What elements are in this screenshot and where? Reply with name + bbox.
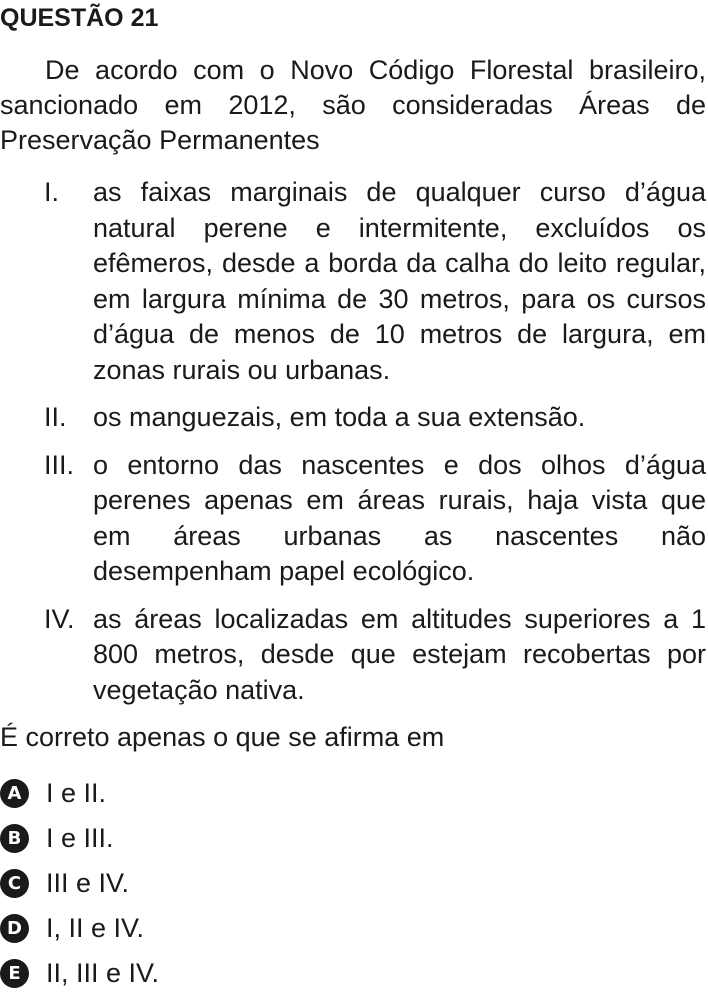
option-a[interactable] [0,771,159,816]
statement-text: os manguezais, em toda a sua extensão. [93,402,586,432]
answer-options [0,771,159,996]
option-letter-badge: B [0,824,29,853]
option-letter-badge: C [0,869,29,898]
option-text: I, II e IV. [46,913,145,943]
option-b[interactable] [0,816,159,861]
statement-label: IV. [44,603,75,634]
question-prompt: É correto apenas o que se afirma em [0,722,445,752]
statement-text: o entorno das nascentes e dos olhos d’água perenes apenas em áreas rurais, haja vista que em áreas urbanas as nascentes não desempenham papel ecológico. [93,449,706,586]
option-text: II, III e IV. [46,958,160,988]
statement-item-iii [0,448,706,590]
statement-item-i [0,175,706,388]
statement-label: II. [44,402,67,432]
option-e[interactable] [0,951,159,996]
option-text: I e II. [46,778,107,808]
statement-text: as faixas marginais de qualquer curso d’água natural perene e intermitente, excluídos os efêmeros, desde a borda da calha do leito regular, em largura mínima de 30 metros, para os cursos d’água de menos de 10 metros de largura, em zonas rurais ou urbanas. [93,177,706,385]
option-letter-badge: A [0,779,29,808]
option-letter-badge: D [0,914,29,943]
question-stem: De acordo com o Novo Código Florestal brasileiro, sancionado em 2012, são consideradas Áreas de Preservação Permanentes [0,55,706,155]
option-text: I e III. [46,823,114,853]
option-text: III e IV. [46,868,130,898]
statement-item-ii [0,400,706,436]
statement-label: I. [44,177,60,207]
option-c[interactable] [0,861,159,906]
statement-list [0,175,706,720]
option-d[interactable] [0,906,159,951]
statement-item-iv [0,602,706,709]
option-letter-badge: E [0,959,29,988]
statement-label: III. [44,449,75,480]
question-title: QUESTÃO 21 [0,4,159,32]
statement-text: as áreas localizadas em altitudes superiores a 1 800 metros, desde que estejam recobertas por vegetação nativa. [93,603,706,705]
